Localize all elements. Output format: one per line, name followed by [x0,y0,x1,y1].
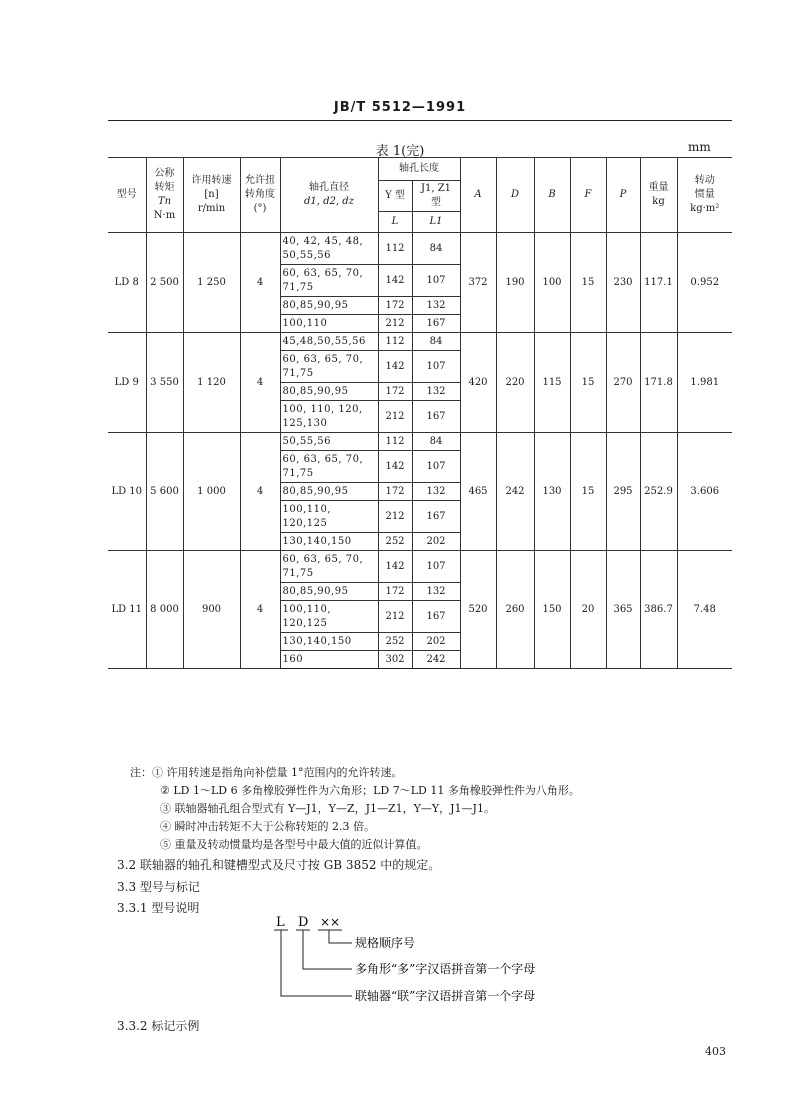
note-3: ③ 联轴器轴孔组合型式有 Y—J1，Y—Z，J1—Z1，Y—Y，J1—J1。 [160,802,495,815]
header-p: P [606,158,640,233]
spec-table [108,157,732,669]
section-3-3: 3.3 型号与标记 [117,880,200,894]
cell-b: 150 [534,551,570,669]
cell-f: 15 [570,333,606,433]
cell-l: 172 [378,583,412,601]
cell-l: 252 [378,633,412,651]
cell-l1: 132 [412,383,460,401]
cell-l1: 84 [412,433,460,451]
cell-speed: 900 [183,551,240,669]
header-torque: 公称 转矩 Tn N·m [146,158,183,233]
cell-speed: 1 120 [183,333,240,433]
letter-xx: ×× [320,915,341,929]
cell-inertia: 1.981 [677,333,732,433]
cell-bore: 130,140,150 [280,633,378,651]
cell-weight: 117.1 [640,233,677,333]
cell-l: 142 [378,451,412,483]
cell-torque: 5 600 [146,433,183,551]
letter-l: L [276,915,285,930]
cell-f: 15 [570,233,606,333]
letter-d: D [298,915,309,930]
cell-p: 365 [606,551,640,669]
cell-l1: 107 [412,265,460,297]
cell-inertia: 0.952 [677,233,732,333]
cell-bore: 100,110 [280,315,378,333]
cell-l: 112 [378,433,412,451]
note-4: ④ 瞬时冲击转矩不大于公称转矩的 2.3 倍。 [160,820,375,833]
cell-weight: 386.7 [640,551,677,669]
cell-weight: 252.9 [640,433,677,551]
cell-l: 252 [378,533,412,551]
header-b: B [534,158,570,233]
cell-l1: 107 [412,551,460,583]
cell-l: 212 [378,315,412,333]
cell-l: 172 [378,383,412,401]
cell-inertia: 7.48 [677,551,732,669]
cell-bore: 50,55,56 [280,433,378,451]
header-d: D [496,158,534,233]
cell-l: 172 [378,483,412,501]
cell-l: 142 [378,551,412,583]
cell-l1: 107 [412,451,460,483]
cell-l1: 167 [412,501,460,533]
cell-l1: 84 [412,333,460,351]
cell-angle: 4 [240,333,280,433]
header-y-type: Y 型 [378,181,412,212]
cell-l: 212 [378,601,412,633]
cell-speed: 1 000 [183,433,240,551]
cell-l1: 132 [412,297,460,315]
cell-inertia: 3.606 [677,433,732,551]
section-3-2: 3.2 联轴器的轴孔和键槽型式及尺寸按 GB 3852 中的规定。 [117,858,441,872]
cell-model: LD 8 [108,233,146,333]
note-1: 注：① 许用转速是指角向补偿量 1°范围内的允许转速。 [130,766,403,779]
cell-model: LD 10 [108,433,146,551]
cell-l1: 132 [412,583,460,601]
cell-l: 112 [378,233,412,265]
cell-p: 230 [606,233,640,333]
header-speed: 许用转速 [n] r/min [183,158,240,233]
cell-l: 172 [378,297,412,315]
cell-bore: 80,85,90,95 [280,297,378,315]
header-model: 型号 [108,158,146,233]
note-2: ② LD 1～LD 6 多角橡胶弹性件为六角形；LD 7～LD 11 多角橡胶弹性件为八角形。 [160,784,580,797]
table-unit: mm [688,140,711,154]
table-row [108,551,732,583]
cell-l1: 84 [412,233,460,265]
header-l: L [378,212,412,233]
cell-bore: 60, 63, 65, 70, 71,75 [280,265,378,297]
cell-weight: 171.8 [640,333,677,433]
cell-bore: 60, 63, 65, 70, 71,75 [280,451,378,483]
header-bore: 轴孔直径 d1, d2, dz [280,158,378,233]
cell-bore: 80,85,90,95 [280,583,378,601]
cell-model: LD 9 [108,333,146,433]
cell-l: 142 [378,265,412,297]
cell-torque: 8 000 [146,551,183,669]
table-row [108,433,732,451]
cell-l1: 107 [412,351,460,383]
section-3-3-2: 3.3.2 标记示例 [117,1019,200,1033]
header-j-type: J1, Z1 型 [412,181,460,212]
cell-model: LD 11 [108,551,146,669]
cell-d: 220 [496,333,534,433]
header-l1: L1 [412,212,460,233]
section-3-3-1: 3.3.1 型号说明 [117,901,200,915]
cell-l1: 167 [412,315,460,333]
cell-bore: 100, 110, 120, 125,130 [280,401,378,433]
cell-l1: 202 [412,633,460,651]
cell-l1: 202 [412,533,460,551]
cell-l1: 167 [412,601,460,633]
label-duo-letter: 多角形“多”字汉语拼音第一个字母 [355,962,536,976]
cell-p: 295 [606,433,640,551]
cell-l: 212 [378,501,412,533]
cell-l: 112 [378,333,412,351]
cell-bore: 60, 63, 65, 70, 71,75 [280,351,378,383]
standard-header: JB/T 5512—1991 [333,100,467,115]
cell-l1: 132 [412,483,460,501]
cell-torque: 3 550 [146,333,183,433]
header-weight: 重量 kg [640,158,677,233]
cell-a: 420 [460,333,496,433]
cell-a: 372 [460,233,496,333]
cell-bore: 40, 42, 45, 48, 50,55,56 [280,233,378,265]
cell-bore: 100,110, 120,125 [280,501,378,533]
cell-l1: 167 [412,401,460,433]
cell-f: 20 [570,551,606,669]
table-row [108,333,732,351]
label-lian-letter: 联轴器“联”字汉语拼音第一个字母 [355,989,536,1003]
cell-bore: 80,85,90,95 [280,483,378,501]
cell-l1: 242 [412,651,460,669]
cell-f: 15 [570,433,606,551]
cell-bore: 160 [280,651,378,669]
header-rule [108,120,732,121]
model-designation-diagram [200,912,620,1012]
cell-l: 212 [378,401,412,433]
cell-p: 270 [606,333,640,433]
cell-b: 100 [534,233,570,333]
cell-bore: 100,110, 120,125 [280,601,378,633]
label-spec-number: 规格顺序号 [355,936,416,950]
cell-angle: 4 [240,433,280,551]
header-length: 轴孔长度 [378,158,460,181]
cell-bore: 45,48,50,55,56 [280,333,378,351]
cell-a: 520 [460,551,496,669]
cell-d: 242 [496,433,534,551]
cell-angle: 4 [240,551,280,669]
table-row [108,233,732,265]
cell-a: 465 [460,433,496,551]
cell-l: 302 [378,651,412,669]
table-title: 表 1(完) [375,144,425,159]
cell-b: 115 [534,333,570,433]
cell-torque: 2 500 [146,233,183,333]
cell-bore: 130,140,150 [280,533,378,551]
header-a: A [460,158,496,233]
page-number: 403 [705,1045,726,1058]
cell-bore: 60, 63, 65, 70, 71,75 [280,551,378,583]
cell-b: 130 [534,433,570,551]
cell-angle: 4 [240,233,280,333]
header-f: F [570,158,606,233]
note-5: ⑤ 重量及转动惯量均是各型号中最大值的近似计算值。 [160,838,428,851]
header-inertia: 转动 惯量 kg·m² [677,158,732,233]
cell-d: 190 [496,233,534,333]
table-notes [130,764,580,854]
cell-bore: 80,85,90,95 [280,383,378,401]
cell-l: 142 [378,351,412,383]
cell-d: 260 [496,551,534,669]
header-angle: 允许扭 转角度 (°) [240,158,280,233]
cell-speed: 1 250 [183,233,240,333]
